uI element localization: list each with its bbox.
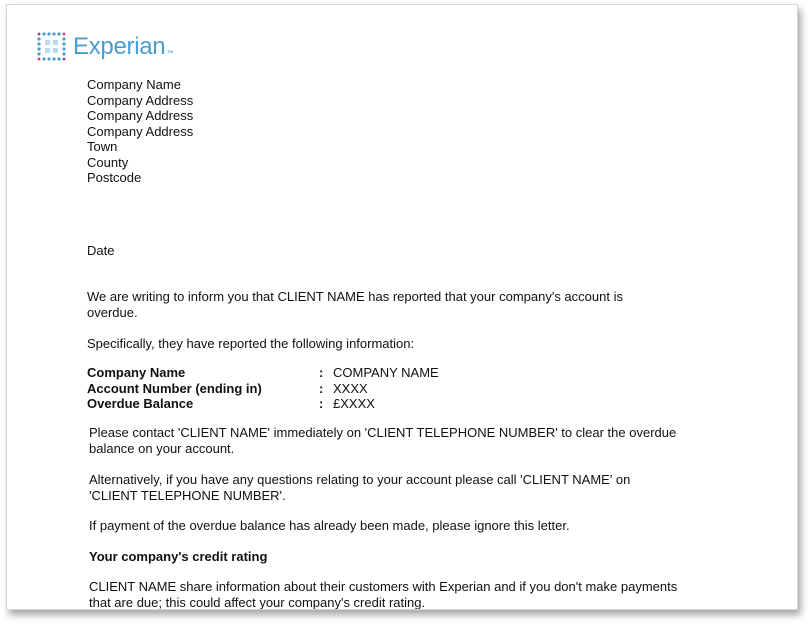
address-line: Town [87, 139, 118, 154]
recipient-address [87, 77, 193, 186]
detail-separator: : [319, 396, 324, 411]
detail-value: COMPANY NAME [333, 365, 439, 380]
detail-row [87, 381, 439, 397]
letter-page [6, 4, 798, 610]
detail-label: Company Name [87, 365, 186, 380]
alternative-paragraph: Alternatively, if you have any questions relating to your account please call 'CLIENT NAME' on 'CLIENT TELEPHONE NUMBER'. [89, 472, 631, 503]
credit-rating-paragraph: CLIENT NAME share information about their customers with Experian and if you don't make payments that are due; this could affect your company's credit rating. [89, 579, 678, 610]
logo-wordmark: Experian [73, 33, 166, 60]
detail-row [87, 365, 439, 381]
intro-paragraph: We are writing to inform you that CLIENT NAME has reported that your company's account is overdue. [87, 289, 623, 320]
detail-value: £XXXX [333, 396, 375, 411]
logo-trademark: ™ [166, 49, 174, 57]
address-line: Company Address [87, 123, 194, 139]
address-line: Company Name [87, 77, 181, 92]
account-details [87, 365, 439, 412]
address-line: Company Address [87, 92, 194, 108]
address-line: County [87, 154, 129, 170]
credit-rating-heading: Your company's credit rating [89, 549, 268, 564]
ignore-paragraph: If payment of the overdue balance has already been made, please ignore this letter. [89, 518, 570, 533]
detail-label: Overdue Balance [87, 396, 194, 411]
detail-label: Account Number (ending in) [87, 380, 262, 396]
address-line: Postcode [87, 170, 142, 185]
experian-logo-icon [35, 30, 69, 64]
contact-paragraph: Please contact 'CLIENT NAME' immediately on 'CLIENT TELEPHONE NUMBER' to clear the overdue balance on your account. [89, 425, 677, 456]
experian-logo [35, 29, 173, 65]
detail-separator: : [319, 365, 324, 380]
detail-row [87, 396, 439, 412]
specifics-intro: Specifically, they have reported the following information: [87, 336, 415, 351]
letter-date: Date [87, 243, 115, 258]
address-line: Company Address [87, 108, 194, 123]
detail-value: XXXX [333, 380, 368, 396]
detail-separator: : [319, 380, 324, 396]
